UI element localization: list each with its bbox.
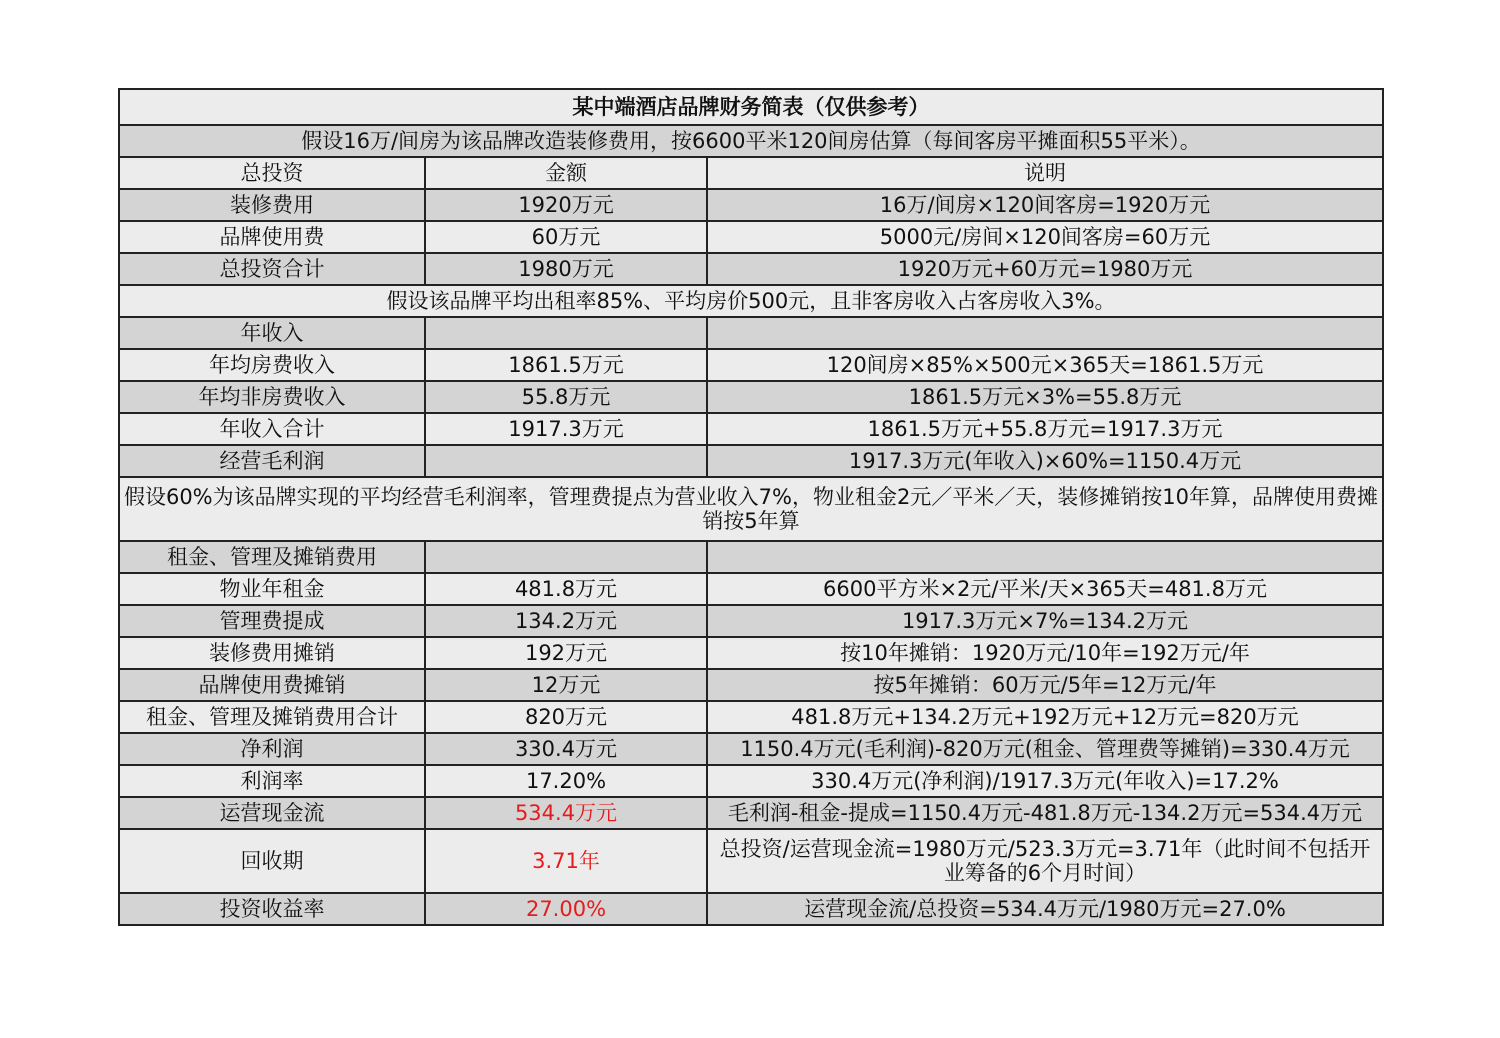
row-item: 装修费用: [119, 189, 425, 221]
row-description: 运营现金流/总投资=534.4万元/1980万元=27.0%: [707, 893, 1383, 925]
row-amount: 1920万元: [425, 189, 707, 221]
row-amount: 12万元: [425, 669, 707, 701]
row-description: 481.8万元+134.2万元+192万元+12万元=820万元: [707, 701, 1383, 733]
row-item: 品牌使用费摊销: [119, 669, 425, 701]
row-item: 管理费提成: [119, 605, 425, 637]
table-row: [119, 189, 1383, 221]
empty-cell: [707, 541, 1383, 573]
note-row: [119, 125, 1383, 157]
table-title: 某中端酒店品牌财务简表（仅供参考）: [119, 89, 1383, 125]
header-row: [119, 157, 1383, 189]
row-amount-highlight: 27.00%: [425, 893, 707, 925]
table-row: [119, 669, 1383, 701]
row-description: 330.4万元(净利润)/1917.3万元(年收入)=17.2%: [707, 765, 1383, 797]
row-item: 年收入合计: [119, 413, 425, 445]
row-description: 6600平方米×2元/平米/天×365天=481.8万元: [707, 573, 1383, 605]
row-amount: 192万元: [425, 637, 707, 669]
row-item: 总投资合计: [119, 253, 425, 285]
note-occupancy-assumption: 假设该品牌平均出租率85%、平均房价500元，且非客房收入占客房收入3%。: [119, 285, 1383, 317]
row-amount: 17.20%: [425, 765, 707, 797]
note-row: [119, 477, 1383, 541]
header-amount: 金额: [425, 157, 707, 189]
empty-cell: [425, 317, 707, 349]
row-item: 租金、管理及摊销费用合计: [119, 701, 425, 733]
section-header-row: [119, 541, 1383, 573]
row-amount: 60万元: [425, 221, 707, 253]
note-row: [119, 285, 1383, 317]
row-amount-highlight: 3.71年: [425, 829, 707, 893]
row-description: 5000元/房间×120间客房=60万元: [707, 221, 1383, 253]
section-header-row: [119, 317, 1383, 349]
row-description: 1150.4万元(毛利润)-820万元(租金、管理费等摊销)=330.4万元: [707, 733, 1383, 765]
header-description: 说明: [707, 157, 1383, 189]
row-description: 16万/间房×120间客房=1920万元: [707, 189, 1383, 221]
table-row: [119, 765, 1383, 797]
row-item: 物业年租金: [119, 573, 425, 605]
row-description: 总投资/运营现金流=1980万元/523.3万元=3.71年（此时间不包括开业筹备的6个月时间）: [707, 829, 1383, 893]
table-row: [119, 733, 1383, 765]
row-item: 运营现金流: [119, 797, 425, 829]
row-item: 装修费用摊销: [119, 637, 425, 669]
empty-cell: [425, 541, 707, 573]
table-row: [119, 829, 1383, 893]
table-row: [119, 221, 1383, 253]
empty-cell: [707, 317, 1383, 349]
note-renovation-assumption: 假设16万/间房为该品牌改造装修费用，按6600平米120间房估算（每间客房平摊面积55平米）。: [119, 125, 1383, 157]
table-row: [119, 893, 1383, 925]
row-amount: 55.8万元: [425, 381, 707, 413]
row-amount: 1861.5万元: [425, 349, 707, 381]
table-row: [119, 381, 1383, 413]
table-row: [119, 797, 1383, 829]
table-row: [119, 573, 1383, 605]
table-row: [119, 349, 1383, 381]
table-row: [119, 637, 1383, 669]
row-description: 按10年摊销：1920万元/10年=192万元/年: [707, 637, 1383, 669]
row-amount: 1917.3万元: [425, 413, 707, 445]
row-amount: 820万元: [425, 701, 707, 733]
row-amount: [425, 445, 707, 477]
row-description: 1917.3万元(年收入)×60%=1150.4万元: [707, 445, 1383, 477]
row-item: 回收期: [119, 829, 425, 893]
row-description: 毛利润-租金-提成=1150.4万元-481.8万元-134.2万元=534.4万元: [707, 797, 1383, 829]
row-item: 年均非房费收入: [119, 381, 425, 413]
section-header-costs: 租金、管理及摊销费用: [119, 541, 425, 573]
row-item: 投资收益率: [119, 893, 425, 925]
row-amount-highlight: 534.4万元: [425, 797, 707, 829]
title-row: [119, 89, 1383, 125]
table-row: [119, 605, 1383, 637]
section-header-income: 年收入: [119, 317, 425, 349]
header-total-investment: 总投资: [119, 157, 425, 189]
row-description: 1861.5万元+55.8万元=1917.3万元: [707, 413, 1383, 445]
table-row: [119, 413, 1383, 445]
table-row: [119, 445, 1383, 477]
row-item: 利润率: [119, 765, 425, 797]
note-margin-assumption: 假设60%为该品牌实现的平均经营毛利润率，管理费提点为营业收入7%，物业租金2元／平米／天，装修摊销按10年算，品牌使用费摊销按5年算: [119, 477, 1383, 541]
finance-summary-table: [118, 88, 1384, 926]
row-description: 120间房×85%×500元×365天=1861.5万元: [707, 349, 1383, 381]
row-amount: 481.8万元: [425, 573, 707, 605]
row-description: 1861.5万元×3%=55.8万元: [707, 381, 1383, 413]
table-row: [119, 701, 1383, 733]
row-description: 1917.3万元×7%=134.2万元: [707, 605, 1383, 637]
row-amount: 1980万元: [425, 253, 707, 285]
table-row: [119, 253, 1383, 285]
row-item: 净利润: [119, 733, 425, 765]
row-description: 1920万元+60万元=1980万元: [707, 253, 1383, 285]
row-description: 按5年摊销：60万元/5年=12万元/年: [707, 669, 1383, 701]
row-item: 品牌使用费: [119, 221, 425, 253]
row-item: 年均房费收入: [119, 349, 425, 381]
row-amount: 134.2万元: [425, 605, 707, 637]
row-amount: 330.4万元: [425, 733, 707, 765]
row-item: 经营毛利润: [119, 445, 425, 477]
